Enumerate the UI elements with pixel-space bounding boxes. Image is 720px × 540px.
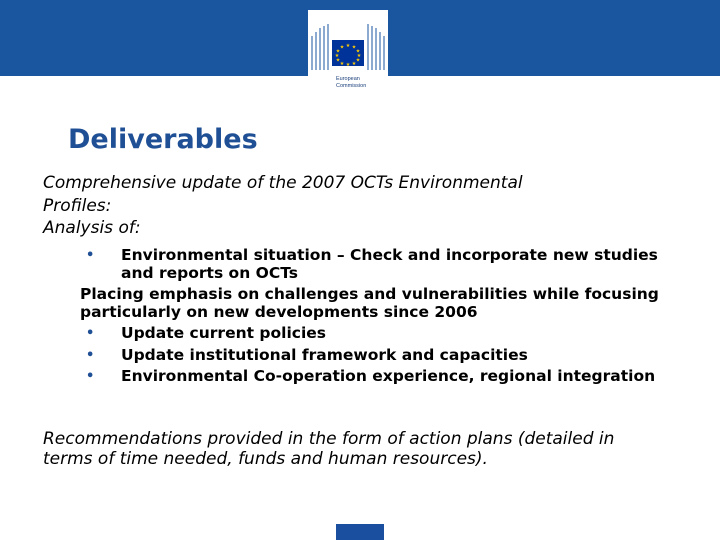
bullet-icon: • xyxy=(86,369,95,384)
bullet-item xyxy=(80,325,680,343)
logo-text: European Commission xyxy=(336,76,367,89)
footer-mark xyxy=(336,524,384,540)
svg-text:★: ★ xyxy=(351,61,357,67)
svg-text:★: ★ xyxy=(355,48,361,55)
bullet-item xyxy=(80,347,680,365)
intro-line: Profiles: xyxy=(43,195,112,216)
svg-text:★: ★ xyxy=(345,62,351,68)
svg-text:★: ★ xyxy=(335,48,341,55)
intro-text xyxy=(43,172,663,240)
svg-text:★: ★ xyxy=(339,44,345,51)
slide-title: Deliverables xyxy=(68,124,258,155)
svg-text:★: ★ xyxy=(356,53,362,59)
svg-text:★: ★ xyxy=(351,44,357,51)
logo-graphic xyxy=(308,10,388,76)
bullet-icon: • xyxy=(86,347,95,363)
svg-text:★: ★ xyxy=(355,57,361,64)
bullet-item xyxy=(80,368,680,386)
bullet-icon: • xyxy=(86,248,95,263)
bullet-text: Update current policies xyxy=(121,324,327,342)
bullet-text: Environmental situation – Check and incorporate new studies and reports on OCTs xyxy=(121,246,658,282)
svg-text:★: ★ xyxy=(334,53,340,59)
svg-text:★: ★ xyxy=(339,61,345,67)
intro-line: Comprehensive update of the 2007 OCTs Environmental xyxy=(43,173,523,193)
svg-text:★: ★ xyxy=(335,57,341,64)
bullet-text: Update institutional framework and capacities xyxy=(121,345,528,364)
bullet-item xyxy=(80,247,680,282)
bullet-icon: • xyxy=(86,326,95,341)
european-commission-logo xyxy=(308,10,388,100)
emphasis-line: Placing emphasis on challenges and vulnerabilities while focusing particularly on new developments since 2006 xyxy=(80,285,659,321)
bullet-text: Environmental Co-operation experience, regional integration xyxy=(121,367,656,385)
svg-text:★: ★ xyxy=(345,43,351,49)
bullet-list xyxy=(80,247,680,390)
recommendations-text: Recommendations provided in the form of action plans (detailed in terms of time needed, funds and human resources). xyxy=(43,429,615,469)
intro-line: Analysis of: xyxy=(43,218,141,238)
